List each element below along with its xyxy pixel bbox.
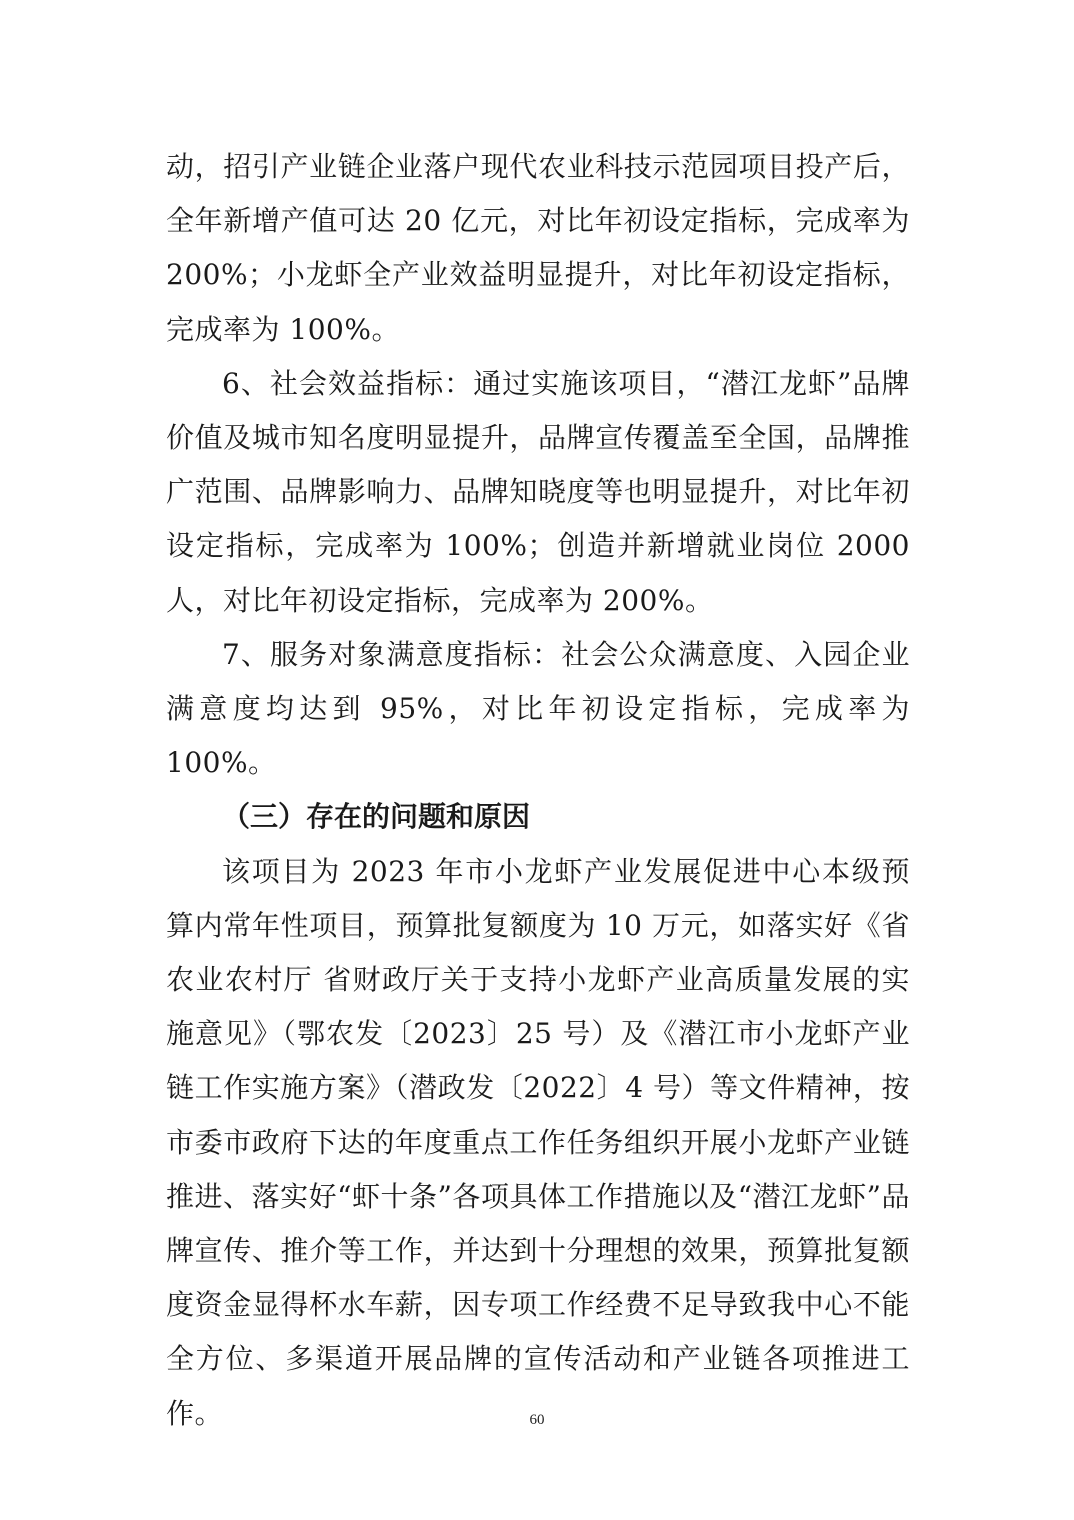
- section-heading: （三）存在的问题和原因: [222, 800, 531, 834]
- paragraph-output-indicator: 动，招引产业链企业落户现代农业科技示范园项目投产后，全年新增产值可达 20 亿元，对比年初设定指标，完成率为 200%；小龙虾全产业效益明显提升，对比年初设定指标，完成率为 100%。: [166, 150, 910, 346]
- page-number: 60: [529, 1412, 545, 1428]
- paragraph-social-benefit: 6、社会效益指标：通过实施该项目，“潜江龙虾”品牌价值及城市知名度明显提升，品牌宣传覆盖至全国，品牌推广范围、品牌影响力、品牌知晓度等也明显提升，对比年初设定指标，完成率为 100%；创造并新增就业岗位 2000 人，对比年初设定指标，完成率为 200%。: [166, 366, 910, 617]
- document-body: [166, 140, 910, 1441]
- paragraph-satisfaction: 7、服务对象满意度指标：社会公众满意度、入园企业满意度均达到 95%，对比年初设定指标，完成率为 100%。: [166, 637, 910, 780]
- paragraph-problems: 该项目为 2023 年市小龙虾产业发展促进中心本级预算内常年性项目，预算批复额度为 10 万元，如落实好《省农业农村厅 省财政厅关于支持小龙虾产业高质量发展的实施意见》（鄂农发〔2023〕25 号）及《潜江市小龙虾产业链工作实施方案》（潜政发〔2022〕4 号）等文件精神，按市委市政府下达的年度重点工作任务组织开展小龙虾产业链推进、落实好“虾十条”各项具体工作措施以及“潜江龙虾”品牌宣传、推介等工作，并达到十分理想的效果，预算批复额度资金显得杯水车薪，因专项工作经费不足导致我中心不能全方位、多渠道开展品牌的宣传活动和产业链各项推进工作。: [166, 854, 910, 1430]
